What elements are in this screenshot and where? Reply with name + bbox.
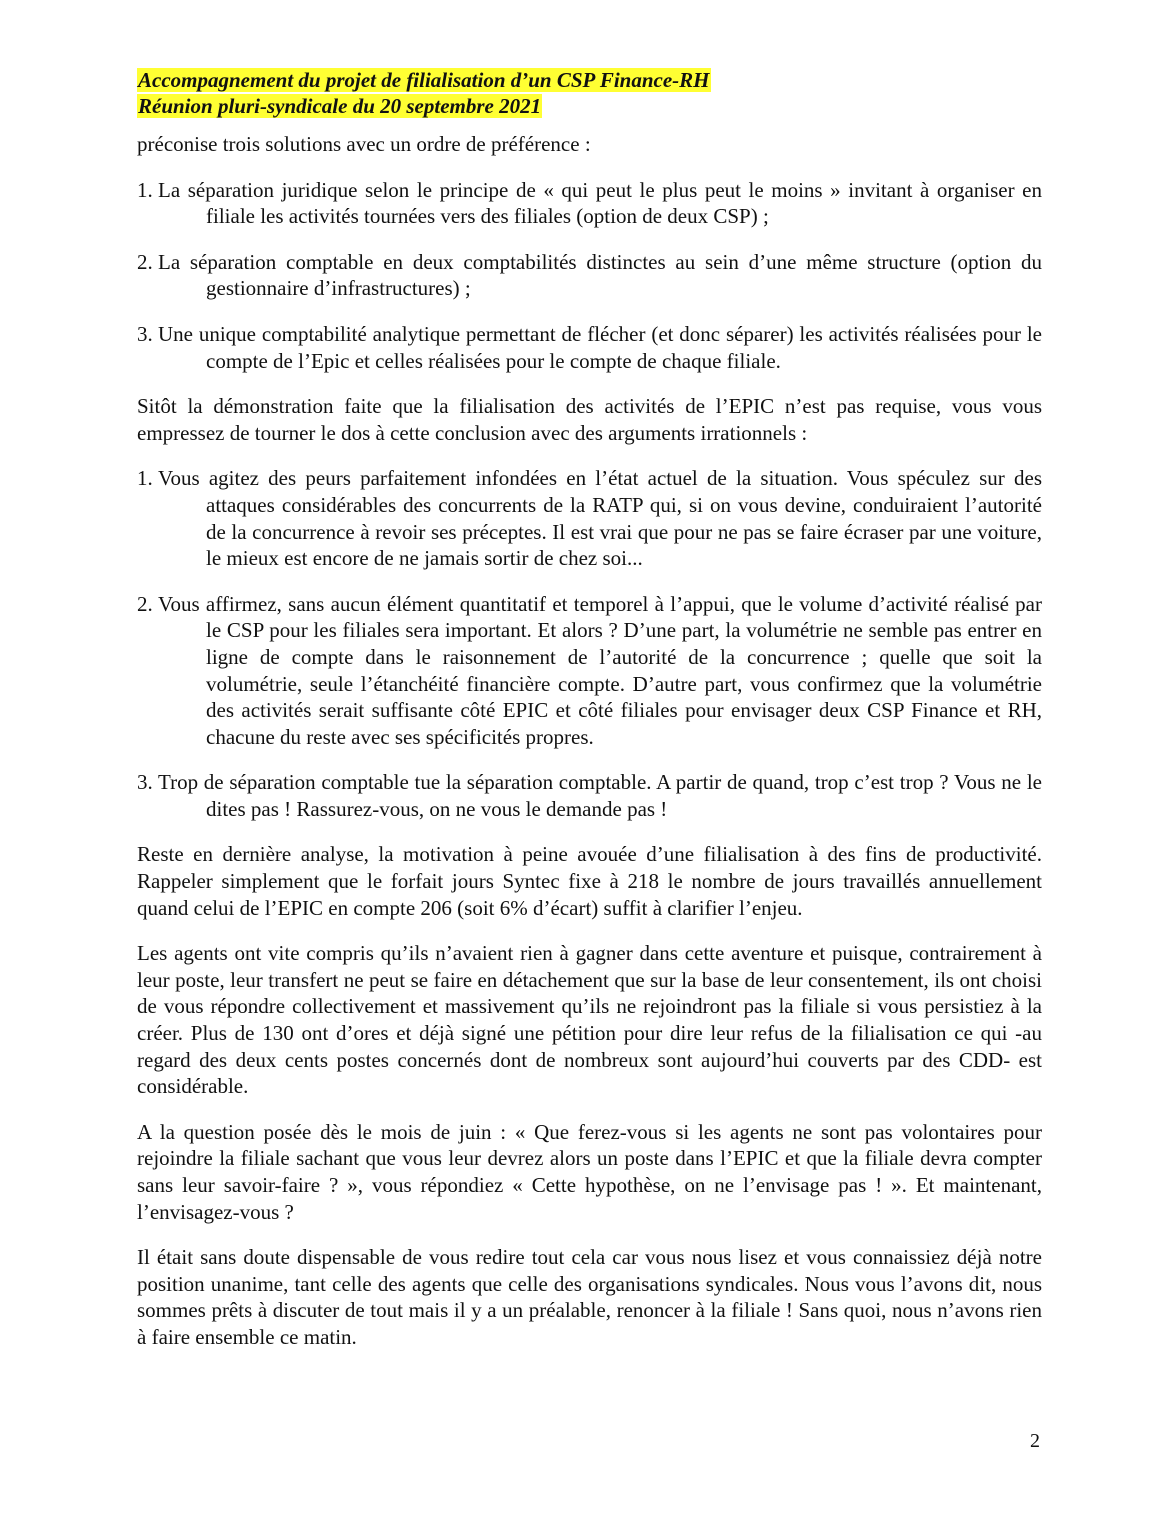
solution-item <box>137 321 1042 374</box>
document-body <box>137 131 1042 1370</box>
page-number: 2 <box>1030 1430 1040 1452</box>
document-header <box>137 67 711 119</box>
solutions-list <box>137 177 1042 375</box>
list-number: 1. <box>137 177 153 202</box>
header-title: Accompagnement du projet de filialisation d’un CSP Finance-RH <box>138 68 710 92</box>
list-number: 3. <box>137 321 153 346</box>
arguments-list <box>137 465 1042 822</box>
agents-paragraph: Les agents ont vite compris qu’ils n’avaient rien à gagner dans cette aventure et puisque, contrairement à leur poste, leur transfert ne peut se faire en détachement que sur la base de leur consentement, ils ont choisi de vous répondre collectivement et massivement qu’ils ne rejoindront pas la filiale si vous persistiez à la créer. Plus de 130 ont d’ores et déjà signé une pétition pour dire leur refus de la filialisation ce qui -au regard des deux cents postes concernés dont de nombreux sont aujourd’hui couverts par des CDD- est considérable. <box>137 941 1042 1099</box>
list-text: Vous agitez des peurs parfaitement infondées en l’état actuel de la situation. Vous spéculez sur des attaques considérables des concurrents de la RATP qui, si on vous devine, conduiraient l’autorité de la concurrence à revoir ses préceptes. Il est vrai que pour ne pas se faire écraser par une voiture, le mieux est encore de ne jamais sortir de chez soi... <box>158 466 1042 571</box>
list-text: Trop de séparation comptable tue la séparation comptable. A partir de quand, trop c’est trop ? Vous ne le dites pas ! Rassurez-vous, on ne vous le demande pas ! <box>158 770 1042 821</box>
argument-item <box>137 465 1042 571</box>
list-number: 3. <box>137 770 153 795</box>
list-text: La séparation comptable en deux comptabilités distinctes au sein d’une même structure (option du gestionnaire d’infrastructures) ; <box>158 249 1042 301</box>
list-text: La séparation juridique selon le principe de « qui peut le plus peut le moins » invitant à organiser en filiale les activités tournées vers des filiales (option de deux CSP) ; <box>158 177 1042 229</box>
productivity-paragraph: Reste en dernière analyse, la motivation à peine avouée d’une filialisation à des fins de productivité. Rappeler simplement que le forfait jours Syntec fixe à 218 le nombre de jours travaillés annuellement quand celui de l’EPIC en compte 206 (soit 6% d’écart) suffit à clarifier l’enjeu. <box>137 842 1042 920</box>
list-number: 2. <box>137 249 153 274</box>
question-paragraph: A la question posée dès le mois de juin : « Que ferez-vous si les agents ne sont pas volontaires pour rejoindre la filiale sachant que vous leur devrez alors un poste dans l’EPIC et que la filiale devra compter sans leur savoir-faire ? », vous répondiez « Cette hypothèse, on ne l’envisage pas ! ». Et maintenant, l’envisagez-vous ? <box>137 1119 1042 1224</box>
header-subtitle: Réunion pluri-syndicale du 20 septembre 2021 <box>138 94 542 118</box>
intro-paragraph: préconise trois solutions avec un ordre de préférence : <box>137 132 591 156</box>
solution-item <box>137 249 1042 302</box>
list-number: 2. <box>137 591 153 616</box>
list-text: Vous affirmez, sans aucun élément quantitatif et temporel à l’appui, que le volume d’activité réalisé par le CSP pour les filiales sera important. Et alors ? D’une part, la volumétrie ne semble pas entrer en ligne de compte dans le raisonnement de l’autorité de la concurrence ; quelle que soit la volumétrie, seule l’étanchéité financière compte. D’autre part, vous confirmez que la volumétrie des activités serait suffisante côté EPIC et côté filiales pour envisager deux CSP Finance et RH, chacune du reste avec ses spécificités propres. <box>158 591 1042 749</box>
list-text: Une unique comptabilité analytique permettant de flécher (et donc séparer) les activités réalisées pour le compte de l’Epic et celles réalisées pour le compte de chaque filiale. <box>158 321 1042 373</box>
solution-item <box>137 177 1042 230</box>
conclusion-paragraph: Il était sans doute dispensable de vous redire tout cela car vous nous lisez et vous connaissiez déjà notre position unanime, tant celle des agents que celle des organisations syndicales. Nous vous l’avons dit, nous sommes prêts à discuter de tout mais il y a un préalable, renoncer à la filiale ! Sans quoi, nous n’avons rien à faire ensemble ce matin. <box>137 1245 1042 1349</box>
demonstration-paragraph: Sitôt la démonstration faite que la filialisation des activités de l’EPIC n’est pas requise, vous vous empressez de tourner le dos à cette conclusion avec des arguments irrationnels : <box>137 394 1042 445</box>
list-number: 1. <box>137 466 153 491</box>
argument-item <box>137 591 1042 751</box>
argument-item <box>137 769 1042 822</box>
